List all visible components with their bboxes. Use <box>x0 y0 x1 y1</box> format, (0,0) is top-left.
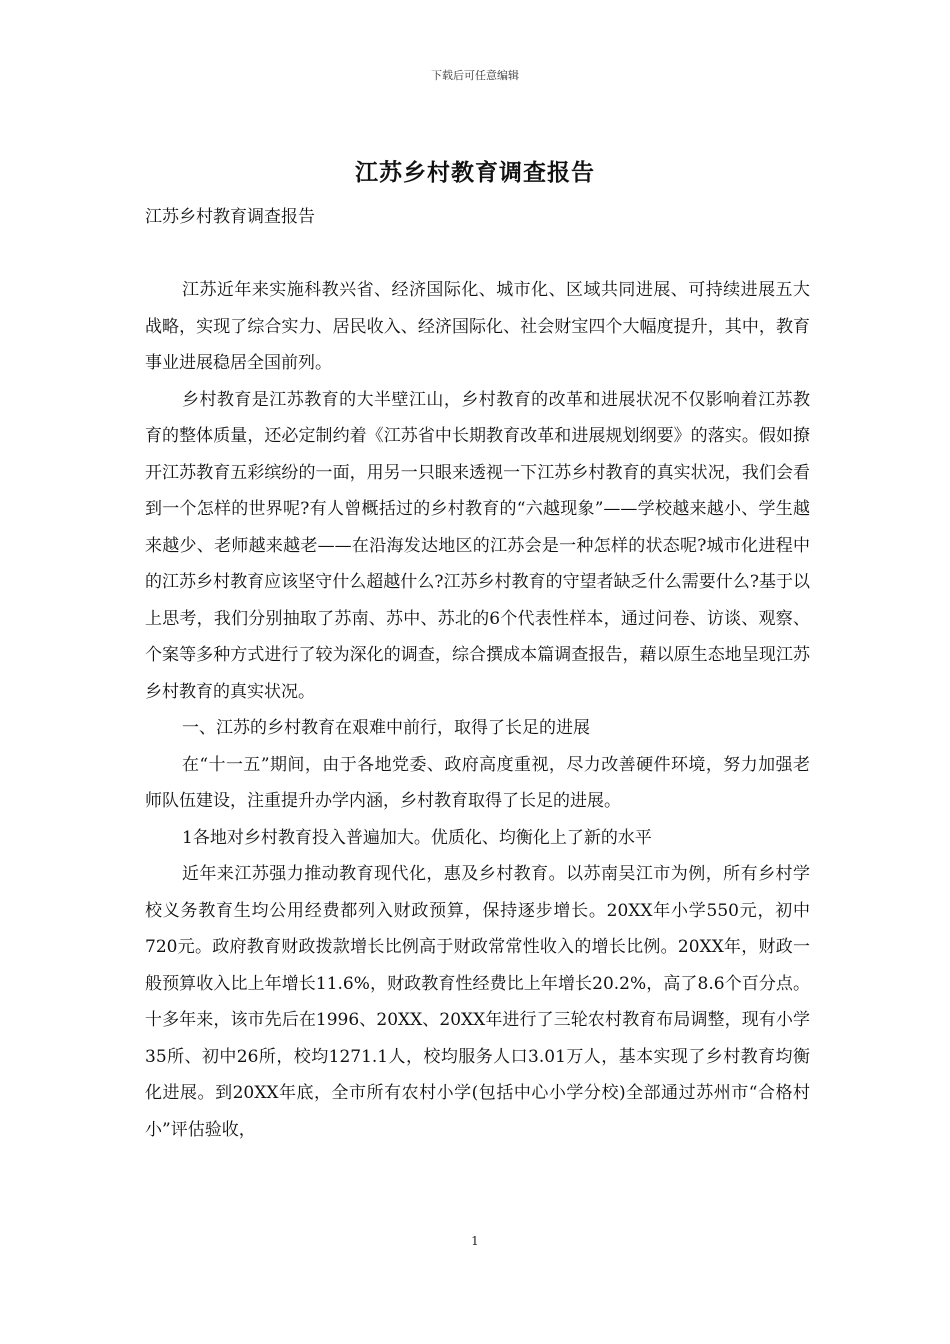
document-title: 江苏乡村教育调查报告 <box>355 159 595 186</box>
section-heading: 一、江苏的乡村教育在艰难中前行，取得了长足的进展 <box>182 718 590 738</box>
document-subtitle: 江苏乡村教育调查报告 <box>145 207 315 227</box>
paragraph: 近年来江苏强力推动教育现代化，惠及乡村教育。以苏南吴江市为例，所有乡村学校义务教育生均公用经费都列入财政预算，保持逐步增长。20XX年小学550元，初中720元。政府教育财政拨款增长比例高于财政常常性收入的增长比例。20XX年，财政一般预算收入比上年增长11.6%，财政教育性经费比上年增长20.2%，高了8.6个百分点。十多年来，该市先后在1996、20XX、20XX年进行了三轮农村教育布局调整，现有小学35所、初中26所，校均1271.1人，校均服务人口3.01万人，基本实现了乡村教育均衡化进展。到20XX年底，全市所有农村小学(包括中心小学分校)全部通过苏州市“合格村小”评估验收， <box>145 864 810 1140</box>
paragraph: 乡村教育是江苏教育的大半壁江山，乡村教育的改革和进展状况不仅影响着江苏教育的整体质量，还必定制约着《江苏省中长期教育改革和进展规划纲要》的落实。假如撩开江苏教育五彩缤纷的一面，用另一只眼来透视一下江苏乡村教育的真实状况，我们会看到一个怎样的世界呢?有人曾概括过的乡村教育的“六越现象”——学校越来越小、学生越来越少、老师越来越老——在沿海发达地区的江苏会是一种怎样的状态呢?城市化进程中的江苏乡村教育应该坚守什么超越什么?江苏乡村教育的守望者缺乏什么需要什么?基于以上思考，我们分别抽取了苏南、苏中、苏北的6个代表性样本，通过问卷、访谈、观察、个案等多种方式进行了较为深化的调查，综合撰成本篇调查报告，藉以原生态地呈现江苏乡村教育的真实状况。 <box>145 389 810 702</box>
paragraph: 江苏近年来实施科教兴省、经济国际化、城市化、区域共同进展、可持续进展五大战略，实现了综合实力、居民收入、经济国际化、社会财宝四个大幅度提升，其中，教育事业进展稳居全国前列。 <box>145 280 810 373</box>
page-header: 下载后可任意编辑 <box>431 69 519 82</box>
paragraph: 在“十一五”期间，由于各地党委、政府高度重视，尽力改善硬件环境，努力加强老师队伍建设，注重提升办学内涵，乡村教育取得了长足的进展。 <box>145 754 810 811</box>
subsection-heading: 1各地对乡村教育投入普遍加大。优质化、均衡化上了新的水平 <box>182 827 652 848</box>
document-body <box>145 272 810 1148</box>
page-number: 1 <box>471 1234 479 1248</box>
